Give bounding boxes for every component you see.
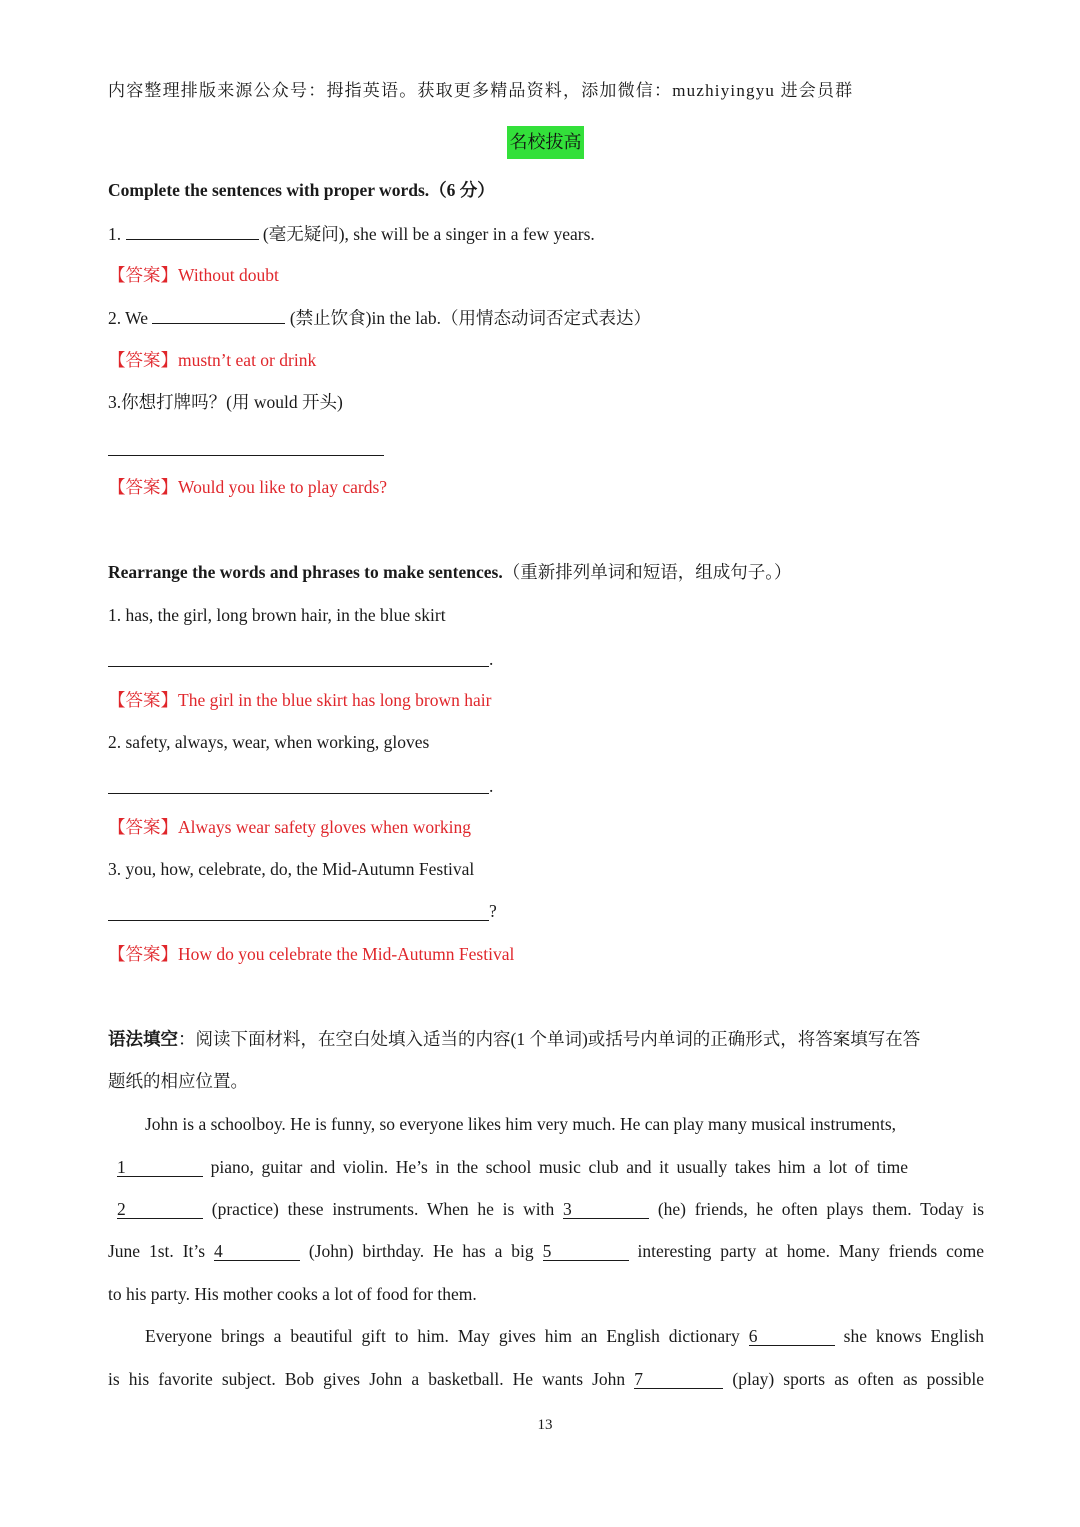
passage-line-2-text: piano, guitar and violin. He’s in the school music club and it usually takes him a lot of time (210, 1157, 909, 1177)
passage-blank-3[interactable]: 3 (563, 1200, 649, 1219)
s2-q3-end: ? (489, 901, 497, 921)
s2-q1-answer: 【答案】The girl in the blue skirt has long brown hair (108, 690, 492, 710)
s1-q2-blank[interactable] (152, 306, 285, 324)
s1-q1-suffix: (毫无疑问), she will be a singer in a few years. (262, 224, 595, 244)
passage-line-7 (108, 1368, 984, 1390)
passage-line-7-a: is his favorite subject. Bob gives John a basketball. He wants John (108, 1369, 626, 1389)
s1-q2-suffix: (禁止饮食)in the lab.（用情态动词否定式表达） (289, 308, 651, 328)
section2-title-cn: （重新排列单词和短语，组成句子。） (502, 562, 792, 582)
s2-q2-answer: 【答案】Always wear safety gloves when working (108, 817, 472, 837)
passage-line-4-c: interesting party at home. Many friends come (637, 1241, 985, 1261)
section3-title-line2: 题纸的相应位置。 (108, 1071, 248, 1091)
passage-line-7-b: (play) sports as often as possible (732, 1369, 985, 1389)
s2-q1-answer-line[interactable] (108, 666, 489, 667)
passage-line-6-b: she knows English (843, 1326, 985, 1346)
section2-title (108, 561, 791, 583)
s1-question-2 (108, 306, 651, 329)
section3-title-rest: ：阅读下面材料，在空白处填入适当的内容(1 个单词)或括号内单词的正确形式，将答案填写在答 (178, 1029, 921, 1049)
s2-question-3: 3. you, how, celebrate, do, the Mid-Autumn Festival (108, 859, 475, 879)
s1-question-1 (108, 222, 595, 245)
passage-line-4-b: (John) birthday. He has a big (308, 1241, 534, 1261)
s1-q2-answer: 【答案】mustn’t eat or drink (108, 350, 317, 370)
s1-q1-prefix: 1. (108, 224, 122, 244)
passage-line-6 (145, 1325, 984, 1347)
page-number: 13 (537, 1417, 553, 1433)
header-line: 内容整理排版来源公众号：拇指英语。获取更多精品资料，添加微信：muzhiyingyu 进会员群 (108, 81, 854, 100)
s1-q1-answer: 【答案】Without doubt (108, 265, 279, 285)
section2-title-en: Rearrange the words and phrases to make sentences. (108, 562, 503, 582)
passage-line-4 (108, 1240, 984, 1262)
section3-title-bold: 语法填空 (108, 1029, 178, 1049)
passage-line-3 (108, 1198, 984, 1220)
passage-blank-6[interactable]: 6 (749, 1327, 835, 1346)
passage-blank-5[interactable]: 5 (543, 1242, 629, 1261)
s2-q2-end: . (489, 776, 494, 796)
s1-question-3: 3.你想打牌吗？(用 would 开头) (108, 392, 343, 412)
passage-blank-1[interactable]: 1 (117, 1158, 203, 1177)
s1-q1-blank[interactable] (126, 222, 259, 240)
passage-line-3-a: (practice) these instruments. When he is with (211, 1199, 555, 1219)
s2-question-1: 1. has, the girl, long brown hair, in the blue skirt (108, 605, 446, 625)
s2-q2-answer-line[interactable] (108, 793, 489, 794)
s1-q3-answer: 【答案】Would you like to play cards? (108, 477, 388, 497)
passage-blank-4[interactable]: 4 (214, 1242, 300, 1261)
passage-line-4-a: June 1st. It’s (108, 1241, 206, 1261)
passage-line-6-a: Everyone brings a beautiful gift to him. May gives him an English dictionary (145, 1326, 740, 1346)
passage-line-1: John is a schoolboy. He is funny, so everyone likes him very much. He can play many musical instruments, (145, 1114, 897, 1134)
s1-q3-answer-line[interactable] (108, 455, 384, 456)
section3-title (108, 1028, 920, 1050)
passage-line-2 (108, 1156, 908, 1178)
passage-blank-2[interactable]: 2 (117, 1200, 203, 1219)
s2-q3-answer-line[interactable] (108, 920, 489, 921)
passage-line-3-b: (he) friends, he often plays them. Today is (657, 1199, 985, 1219)
s1-q2-prefix: 2. We (108, 308, 149, 328)
passage-line-5: to his party. His mother cooks a lot of food for them. (108, 1284, 477, 1304)
s2-q3-answer: 【答案】How do you celebrate the Mid-Autumn Festival (108, 944, 515, 964)
s2-q1-end: . (489, 649, 494, 669)
tag-label: 名校拔高 (507, 126, 584, 159)
section1-title: Complete the sentences with proper words.（6 分） (108, 180, 495, 200)
s2-question-2: 2. safety, always, wear, when working, gloves (108, 732, 430, 752)
passage-blank-7[interactable]: 7 (634, 1370, 723, 1389)
